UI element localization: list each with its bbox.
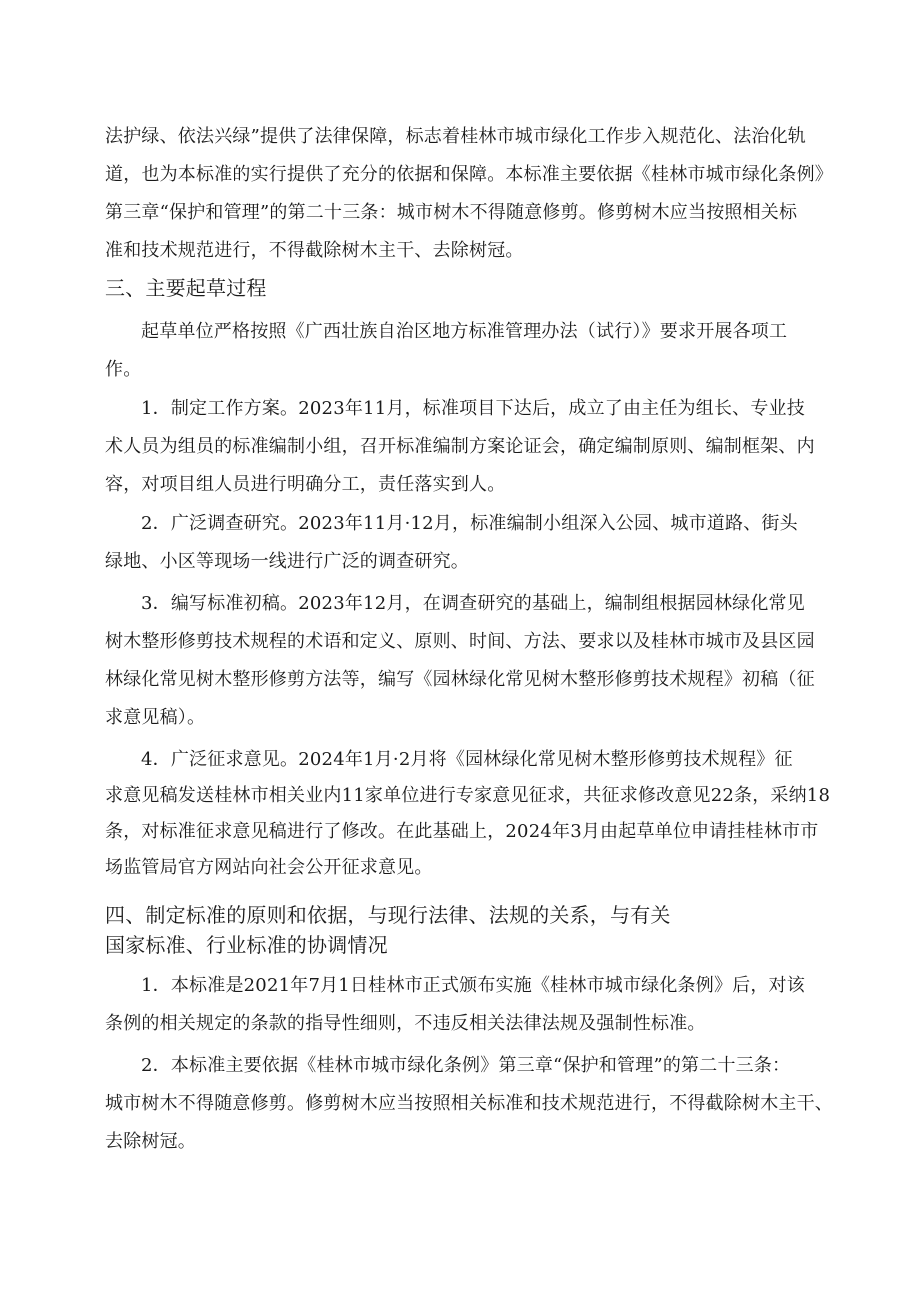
item-line: 2．广泛调查研究。2023年11月·12月，标准编制小组深入公园、城市道路、街头 [141,513,798,534]
item-line: 求意见稿）。 [105,707,206,728]
item-line: 容，对项目组人员进行明确分工，责任落实到人。 [105,474,506,495]
item-line: 术人员为组员的标准编制小组，召开标准编制方案论证会，确定编制原则、编制框架、内 [105,436,815,457]
section4-heading [105,900,817,960]
item-line: 1．制定工作方案。2023年11月，标准项目下达后，成立了由主任为组长、专业技 [141,398,805,419]
intro-line: 第三章“保护和管理”的第二十三条：城市树木不得随意修剪。修剪树木应当按照相关标 [105,202,798,223]
section3-item-3 [105,585,817,737]
section3-intro-line: 起草单位严格按照《广西壮族自治区地方标准管理办法（试行）》要求开展各项工 [141,321,788,342]
item-line: 条例的相关规定的条款的指导性细则，不违反相关法律法规及强制性标准。 [105,1013,706,1034]
section3-intro-line: 作。 [105,359,142,380]
section3-item-1 [105,390,817,504]
item-line: 场监管局官方网站向社会公开征求意见。 [105,857,433,878]
item-line: 林绿化常见树木整形修剪方法等，编写《园林绿化常见树木整形修剪技术规程》初稿（征 [105,669,815,690]
section4-heading-line: 国家标准、行业标准的协调情况 [105,933,388,957]
item-line: 绿地、小区等现场一线进行广泛的调查研究。 [105,551,469,572]
item-line: 4．广泛征求意见。2024年1月·2月将《园林绿化常见树木整形修剪技术规程》征 [141,749,793,770]
section3-item-4 [105,742,831,886]
item-line: 3．编写标准初稿。2023年12月，在调查研究的基础上，编制组根据园林绿化常见 [141,593,805,614]
section3-intro [105,313,817,389]
item-line: 城市树木不得随意修剪。修剪树木应当按照相关标准和技术规范进行，不得截除树木主干、 [105,1093,833,1114]
item-line: 1．本标准是2021年7月1日桂林市正式颁布实施《桂林市城市绿化条例》后，对该 [141,975,805,996]
section4-heading-line: 四、制定标准的原则和依据，与现行法律、法规的关系，与有关 [105,903,671,927]
item-line: 去除树冠。 [105,1131,196,1152]
section4-item-2 [105,1047,833,1161]
intro-line: 法护绿、依法兴绿”提供了法律保障，标志着桂林市城市绿化工作步入规范化、法治化轨 [105,126,806,147]
item-line: 2．本标准主要依据《桂林市城市绿化条例》第三章“保护和管理”的第二十三条： [141,1055,791,1076]
section4-item-1 [105,967,817,1043]
section3-item-2 [105,505,817,581]
item-line: 求意见稿发送桂林市相关业内11家单位进行专家意见征求，共征求修改意见22条，采纳18 [105,785,831,806]
intro-paragraph [105,118,833,270]
section3-heading: 三、主要起草过程 [105,276,267,300]
intro-line: 道，也为本标准的实行提供了充分的依据和保障。本标准主要依据《桂林市城市绿化条例》 [105,164,833,185]
intro-line: 准和技术规范进行，不得截除树木主干、去除树冠。 [105,240,524,261]
item-line: 树木整形修剪技术规程的术语和定义、原则、时间、方法、要求以及桂林市城市及县区园 [105,631,815,652]
item-line: 条，对标准征求意见稿进行了修改。在此基础上，2024年3月由起草单位申请挂桂林市市 [105,821,819,842]
